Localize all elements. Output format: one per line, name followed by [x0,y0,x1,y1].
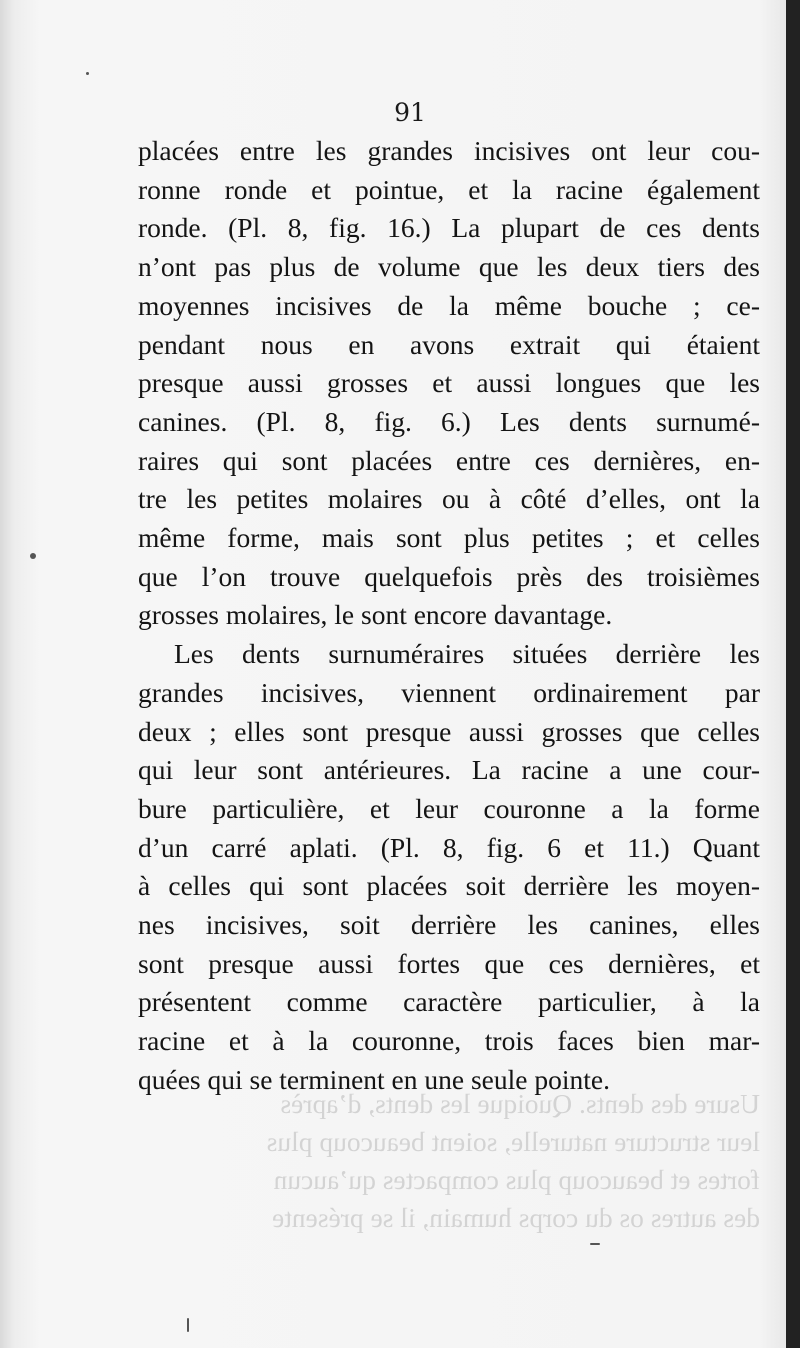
text-line: moyennes incisives de la même bouche ; ce- [138,289,760,321]
text-line: grosses molaires, le sont encore davantage. [138,599,613,631]
speck [187,1318,189,1332]
text-line: canines. (Pl. 8, fig. 6.) Les dents surnumé- [138,405,760,437]
text-line: quées qui se terminent en une seule pointe. [138,1063,610,1095]
text-line: d’un carré aplati. (Pl. 8, fig. 6 et 11.) Quant [138,831,760,863]
text-line: grandes incisives, viennent ordinairement par [138,676,760,708]
body-text [138,132,760,1100]
text-line: tre les petites molaires ou à côté d’elles, ont la [138,483,760,515]
speck [590,1243,600,1245]
text-line: deux ; elles sont presque aussi grosses que celles [138,715,760,747]
text-line: racine et à la couronne, trois faces bien mar- [138,1025,760,1057]
text-line: à celles qui sont placées soit derrière les moyen- [138,870,760,902]
text-line: même forme, mais sont plus petites ; et celles [138,522,760,554]
show-through-text [140,1085,760,1237]
speck [30,553,36,559]
text-line: raires qui sont placées entre ces dernières, en- [138,444,760,476]
text-line: sont presque aussi fortes que ces dernières, et [138,947,760,979]
speck [86,72,89,75]
text-line: présentent comme caractère particulier, à la [138,986,760,1018]
text-line: Les dents surnuméraires situées derrière les [174,638,760,670]
text-line: ronne ronde et pointue, et la racine également [138,173,760,205]
text-line: placées entre les grandes incisives ont leur cou- [138,135,760,166]
show-through-line: leur structure naturelle, soient beaucoup plus [266,1126,760,1157]
page-edge [786,0,800,1348]
show-through-line: Usure des dents. Quoique les dents, d’après [280,1088,760,1119]
show-through-line: des autres os du corps humain, il se présente [271,1202,760,1233]
text-line: n’ont pas plus de volume que les deux tiers des [138,251,760,283]
page-number: 91 [394,98,426,127]
text-line: ronde. (Pl. 8, fig. 16.) La plupart de ces dents [138,212,760,244]
text-line: presque aussi grosses et aussi longues que les [138,367,760,399]
text-line: qui leur sont antérieures. La racine a une cour- [138,754,760,786]
text-line: que l’on trouve quelquefois près des troisièmes [138,560,760,592]
text-line: nes incisives, soit derrière les canines, elles [138,909,760,941]
text-line: bure particulière, et leur couronne a la forme [138,792,760,824]
text-line: pendant nous en avons extrait qui étaient [138,328,760,360]
show-through-line: fortes et beaucoup plus compactes qu’aucun [273,1164,760,1195]
